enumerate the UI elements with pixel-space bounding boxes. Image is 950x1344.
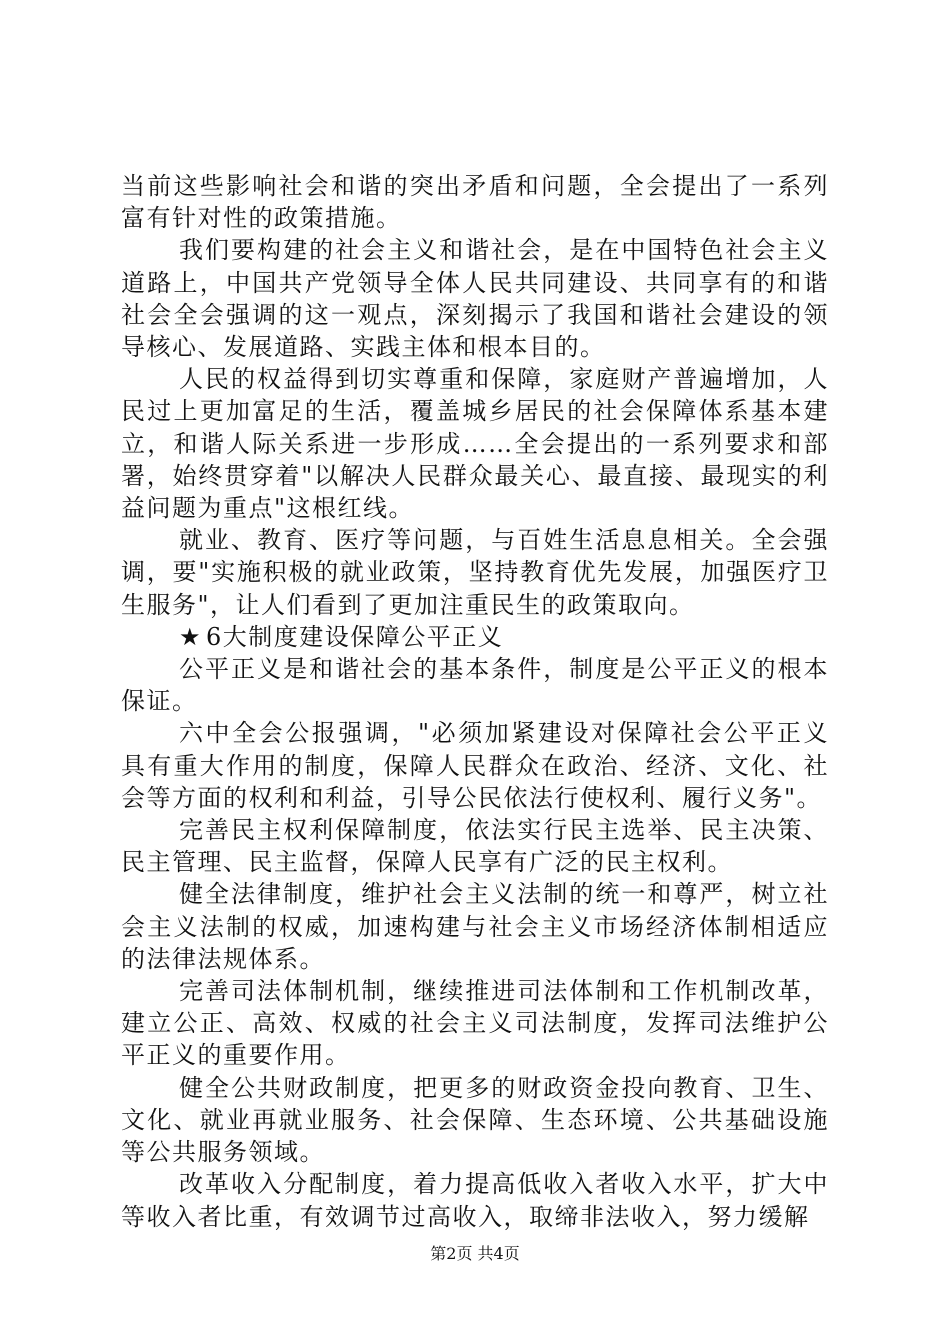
paragraph: 当前这些影响社会和谐的突出矛盾和问题，全会提出了一系列富有针对性的政策措施。 xyxy=(121,172,829,233)
paragraph: 公平正义是和谐社会的基本条件，制度是公平正义的根本保证。 xyxy=(121,655,829,716)
paragraph: 健全公共财政制度，把更多的财政资金投向教育、卫生、文化、就业再就业服务、社会保障、生态环境、公共基础设施等公共服务领域。 xyxy=(121,1073,829,1167)
section-heading-text: 6大制度建设保障公平正义 xyxy=(206,622,504,651)
star-icon: ★ xyxy=(179,622,203,651)
paragraph: 健全法律制度，维护社会主义法制的统一和尊严，树立社会主义法制的权威，加速构建与社会主义市场经济体制相适应的法律法规体系。 xyxy=(121,880,829,973)
paragraph: 六中全会公报强调，"必须加紧建设对保障社会公平正义具有重大作用的制度，保障人民群众在政治、经济、文化、社会等方面的权利和利益，引导公民依法行使权利、履行义务"。 xyxy=(121,719,829,812)
paragraph: 我们要构建的社会主义和谐社会，是在中国特色社会主义道路上，中国共产党领导全体人民共同建设、共同享有的和谐社会全会强调的这一观点，深刻揭示了我国和谐社会建设的领导核心、发展道路、实践主体和根本目的。 xyxy=(121,236,829,362)
section-heading xyxy=(121,621,829,653)
page-footer xyxy=(0,1244,950,1264)
paragraph: 完善民主权利保障制度，依法实行民主选举、民主决策、民主管理、民主监督，保障人民享有广泛的民主权利。 xyxy=(121,816,829,877)
document-body xyxy=(121,170,829,1233)
paragraph: 改革收入分配制度，着力提高低收入者收入水平，扩大中等收入者比重，有效调节过高收入，取缔非法收入，努力缓解 xyxy=(121,1170,829,1231)
paragraph: 就业、教育、医疗等问题，与百姓生活息息相关。全会强调，要"实施积极的就业政策，坚持教育优先发展，加强医疗卫生服务"，让人们看到了更加注重民生的政策取向。 xyxy=(121,526,829,619)
paragraph: 完善司法体制机制，继续推进司法体制和工作机制改革，建立公正、高效、权威的社会主义司法制度，发挥司法维护公平正义的重要作用。 xyxy=(121,977,829,1070)
paragraph: 人民的权益得到切实尊重和保障，家庭财产普遍增加，人民过上更加富足的生活，覆盖城乡居民的社会保障体系基本建立，和谐人际关系进一步形成……全会提出的一系列要求和部署，始终贯穿着"以解决人民群众最关心、最直接、最现实的利益问题为重点"这根红线。 xyxy=(121,365,829,523)
page-number-label: 第2页 共4页 xyxy=(430,1244,520,1263)
